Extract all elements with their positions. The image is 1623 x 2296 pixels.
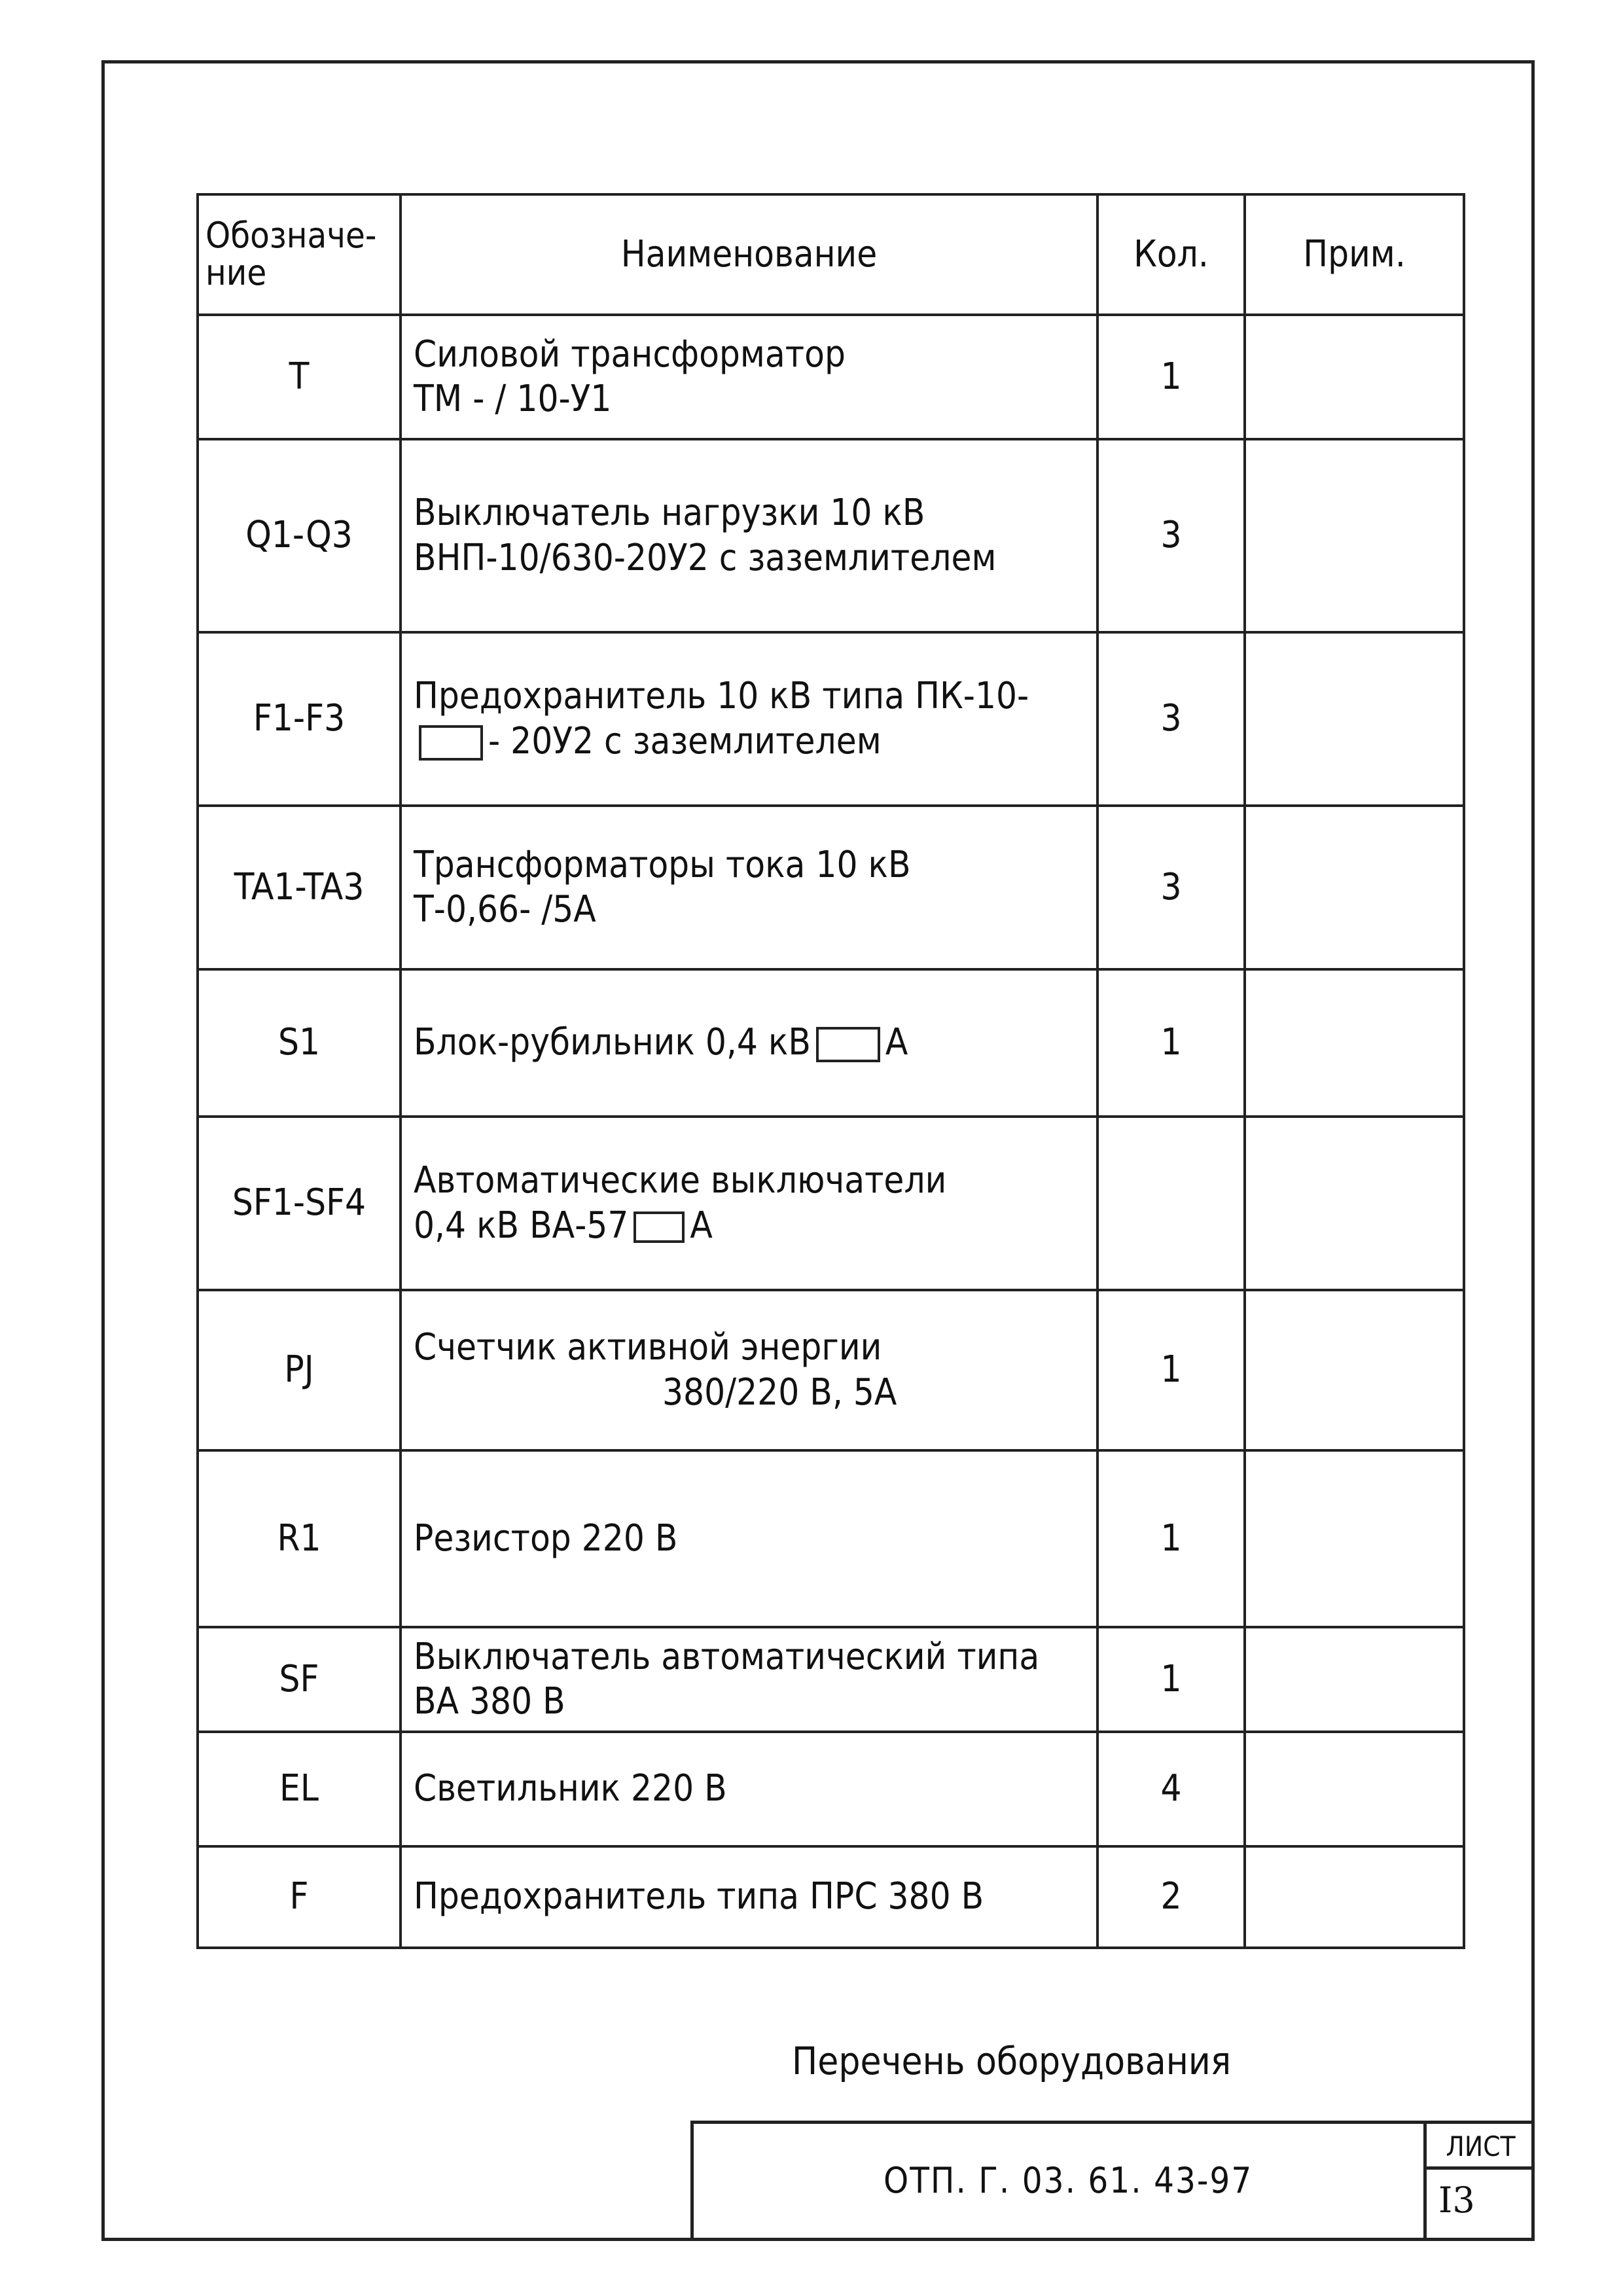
row-qty: 3: [1097, 632, 1245, 806]
table-header-row: [198, 194, 1464, 315]
name-line: Выключатель нагрузки 10 кВ: [414, 492, 925, 535]
document-title: Перечень оборудования: [792, 2039, 1232, 2083]
name-line: 0,4 кВ ВА-57: [414, 1204, 629, 1247]
blank-value-box: [633, 1211, 685, 1243]
sheet-cell: [1423, 2124, 1535, 2241]
name-line: 380/220 В, 5А: [662, 1371, 897, 1414]
name-line: Светильник 220 В: [414, 1767, 727, 1810]
row-designation: S1: [198, 969, 401, 1117]
row-note: [1245, 1732, 1464, 1846]
row-designation: SF: [198, 1627, 401, 1732]
header-name: Наименование: [401, 194, 1097, 315]
row-qty: 1: [1097, 1627, 1245, 1732]
name-line: ТМ - / 10-У1: [414, 378, 612, 420]
name-line-with-box: [414, 1204, 1084, 1248]
row-qty: 1: [1097, 1450, 1245, 1627]
name-unit: А: [690, 1204, 713, 1247]
name-line: Т-0,66- /5А: [414, 888, 596, 931]
table-row: [198, 806, 1464, 969]
row-name: [401, 1290, 1097, 1450]
row-note: [1245, 632, 1464, 806]
table-row: [198, 439, 1464, 632]
header-qty: Кол.: [1097, 194, 1245, 315]
table-row: [198, 1846, 1464, 1948]
table-row: [198, 969, 1464, 1117]
row-note: [1245, 439, 1464, 632]
row-name: [401, 632, 1097, 806]
table-row: [198, 1627, 1464, 1732]
row-designation: R1: [198, 1450, 401, 1627]
row-designation: F: [198, 1846, 401, 1948]
title-block: [690, 2121, 1535, 2241]
row-note: [1245, 1290, 1464, 1450]
table-row: [198, 1732, 1464, 1846]
row-qty: 4: [1097, 1732, 1245, 1846]
name-line: Трансформаторы тока 10 кВ: [414, 843, 911, 886]
name-line: Счетчик активной энергии: [414, 1326, 882, 1369]
table-row: [198, 632, 1464, 806]
name-line: ВНП-10/630-20У2 с заземлителем: [414, 536, 997, 579]
table-row: [198, 1117, 1464, 1290]
row-designation: SF1-SF4: [198, 1117, 401, 1290]
row-name: [401, 969, 1097, 1117]
sheet-number: I3: [1438, 2179, 1475, 2221]
row-name: [401, 1732, 1097, 1846]
name-line: Предохранитель типа ПРС 380 В: [414, 1875, 984, 1918]
row-qty: 3: [1097, 806, 1245, 969]
row-designation: Q1-Q3: [198, 439, 401, 632]
row-designation: EL: [198, 1732, 401, 1846]
row-designation: TA1-TA3: [198, 806, 401, 969]
name-line: Выключатель автоматический типа: [414, 1635, 1040, 1678]
row-note: [1245, 969, 1464, 1117]
header-note: Прим.: [1245, 194, 1464, 315]
row-note: [1245, 1117, 1464, 1290]
name-unit: А: [885, 1021, 908, 1064]
name-line: Резистор 220 В: [414, 1516, 678, 1560]
row-qty: 1: [1097, 969, 1245, 1117]
row-qty: 1: [1097, 1290, 1245, 1450]
row-qty: 3: [1097, 439, 1245, 632]
row-name: [401, 439, 1097, 632]
row-name: [401, 1627, 1097, 1732]
equipment-table: [196, 193, 1465, 1949]
row-qty: [1097, 1117, 1245, 1290]
name-line-with-box: [414, 719, 1084, 764]
name-line: Автоматические выключатели: [414, 1159, 947, 1202]
name-line-with-box: [414, 1020, 1084, 1065]
table-row: [198, 1450, 1464, 1627]
document-code: ОТП. Г. 03. 61. 43-97: [883, 2160, 1253, 2201]
row-name: [401, 1846, 1097, 1948]
header-designation: Обозначе-ние: [198, 194, 401, 315]
row-note: [1245, 315, 1464, 439]
name-line: - 20У2 с заземлителем: [488, 719, 882, 762]
row-qty: 1: [1097, 315, 1245, 439]
row-name: [401, 1450, 1097, 1627]
row-note: [1245, 1846, 1464, 1948]
row-designation: T: [198, 315, 401, 439]
table-row: [198, 1290, 1464, 1450]
row-designation: F1-F3: [198, 632, 401, 806]
name-line: Блок-рубильник 0,4 кВ: [414, 1021, 811, 1064]
row-name: [401, 1117, 1097, 1290]
sheet-label: ЛИСТ: [1427, 2124, 1535, 2170]
row-designation: PJ: [198, 1290, 401, 1450]
row-name: [401, 315, 1097, 439]
blank-value-box: [419, 725, 483, 761]
name-line: Силовой трансформатор: [414, 332, 846, 376]
row-note: [1245, 1627, 1464, 1732]
blank-value-box: [816, 1027, 880, 1062]
row-qty: 2: [1097, 1846, 1245, 1948]
name-line: ВА 380 В: [414, 1680, 565, 1723]
table-row: [198, 315, 1464, 439]
row-note: [1245, 806, 1464, 969]
row-note: [1245, 1450, 1464, 1627]
name-line: Предохранитель 10 кВ типа ПК-10-: [414, 675, 1029, 718]
row-name: [401, 806, 1097, 969]
